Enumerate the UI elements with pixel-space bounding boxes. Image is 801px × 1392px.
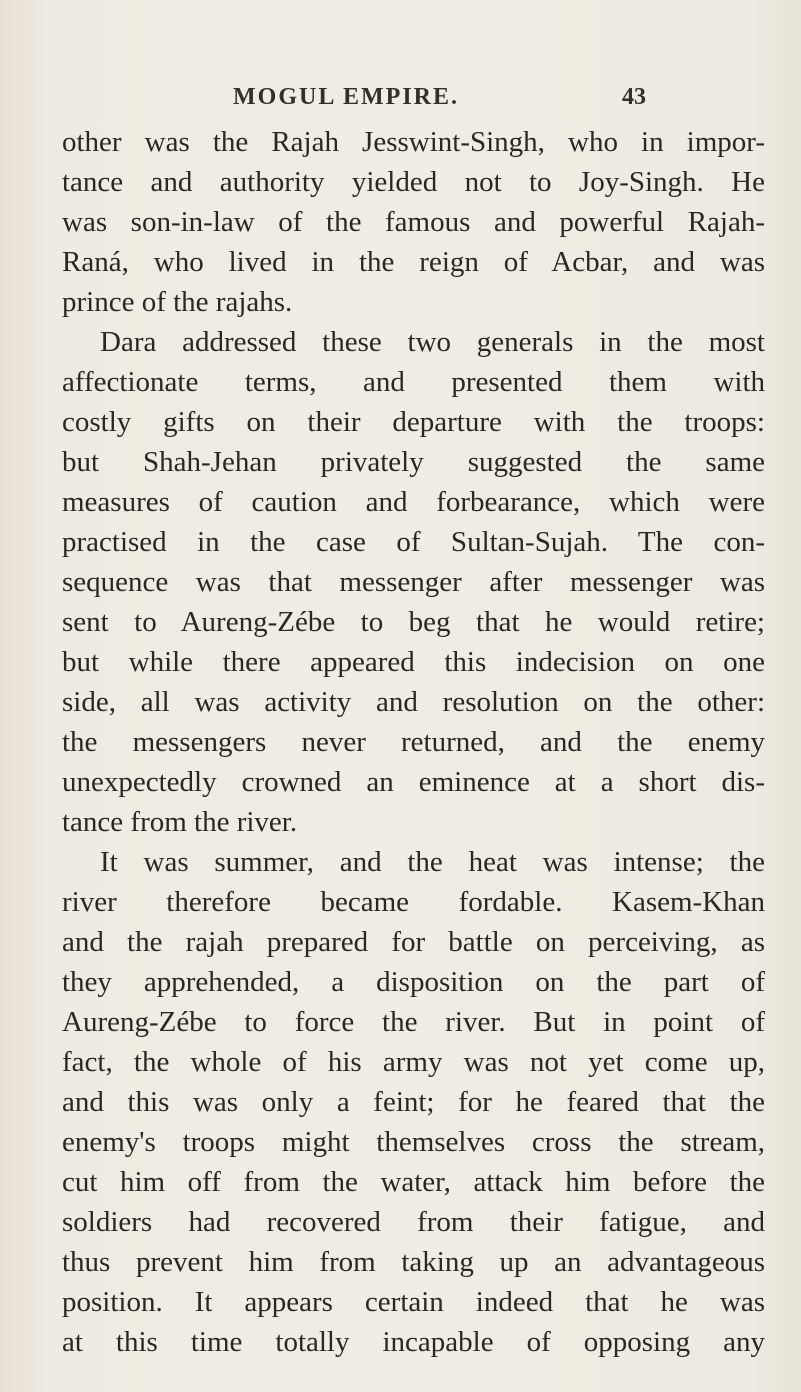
text-line: tance and authority yielded not to Joy-Singh. He (62, 166, 765, 198)
text-line: enemy's troops might themselves cross the stream, (62, 1126, 765, 1158)
text-line: the messengers never returned, and the enemy (62, 726, 765, 758)
text-line: measures of caution and forbearance, which were (62, 486, 765, 518)
text-line: sent to Aureng-Zébe to beg that he would retire; (62, 606, 765, 638)
page-number: 43 (622, 84, 646, 110)
text-line: side, all was activity and resolution on the other: (62, 686, 765, 718)
text-line: river therefore became fordable. Kasem-Khan (62, 886, 765, 918)
text-line: position. It appears certain indeed that he was (62, 1286, 765, 1318)
text-line: thus prevent him from taking up an advantageous (62, 1246, 765, 1278)
text-line: sequence was that messenger after messenger was (62, 566, 765, 598)
text-line: other was the Rajah Jesswint-Singh, who in impor- (62, 126, 765, 158)
text-line: tance from the river. (62, 806, 298, 838)
running-head: MOGUL EMPIRE. (233, 84, 460, 110)
text-line: at this time totally incapable of opposing any (62, 1326, 765, 1358)
text-line: It was summer, and the heat was intense; the (100, 846, 765, 878)
text-line: prince of the rajahs. (62, 286, 293, 318)
text-line: Raná, who lived in the reign of Acbar, and was (62, 246, 765, 278)
text-line: affectionate terms, and presented them with (62, 366, 765, 398)
text-line: was son-in-law of the famous and powerful Rajah- (62, 206, 765, 238)
text-line: cut him off from the water, attack him before the (62, 1166, 765, 1198)
text-line: but while there appeared this indecision on one (62, 646, 765, 678)
text-line: and this was only a feint; for he feared that the (62, 1086, 765, 1118)
text-line: and the rajah prepared for battle on perceiving, as (62, 926, 765, 958)
text-line: Dara addressed these two generals in the most (100, 326, 765, 358)
text-line: but Shah-Jehan privately suggested the same (62, 446, 765, 478)
text-line: fact, the whole of his army was not yet come up, (62, 1046, 765, 1078)
text-line: practised in the case of Sultan-Sujah. The con- (62, 526, 765, 558)
text-line: unexpectedly crowned an eminence at a short dis- (62, 766, 765, 798)
text-line: they apprehended, a disposition on the part of (62, 966, 765, 998)
page-header (0, 84, 801, 114)
text-line: costly gifts on their departure with the troops: (62, 406, 765, 438)
text-line: soldiers had recovered from their fatigue, and (62, 1206, 765, 1238)
text-line: Aureng-Zébe to force the river. But in point of (62, 1006, 765, 1038)
